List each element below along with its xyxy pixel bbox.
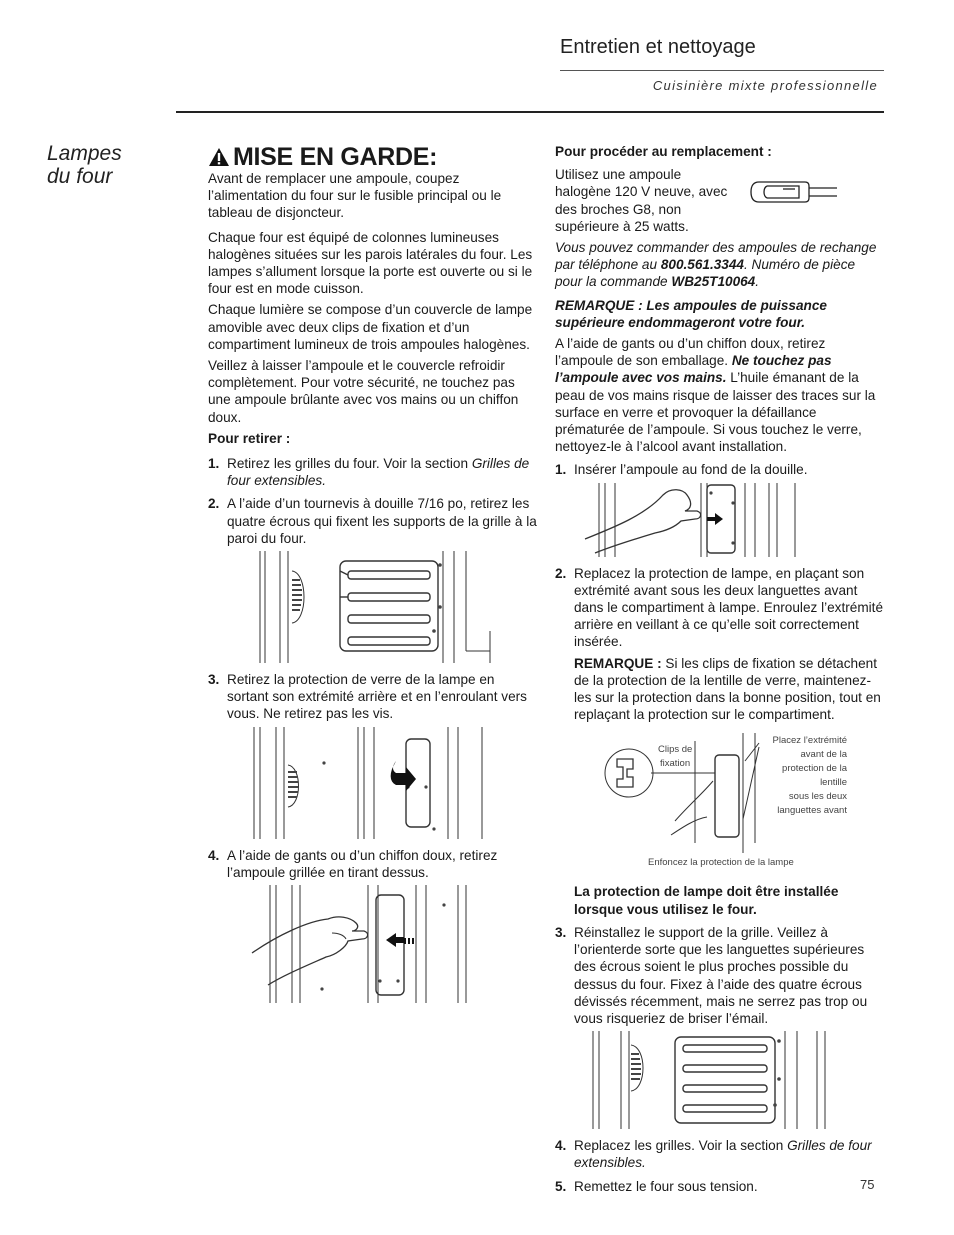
figure-reinstall-rack [555, 1031, 885, 1129]
remove-step-2 [208, 495, 538, 547]
step-text: Réinstallez le support de la grille. Veillez à l’orienterde sorte que les languettes supérieures des écrous soient le plus proches possible du dessus du four. Fixez à l’aide des quatre écrous dévissés récemment, mais ne serrez pas trop ou vous risqueriez de briser l’émail. [574, 924, 868, 1026]
left-column [208, 142, 538, 1011]
section-title [47, 142, 122, 188]
bulb-spec-block [555, 166, 885, 235]
warning-heading [208, 142, 538, 172]
must-install-note: La protection de lampe doit être installée lorsque vous utilisez le four. [574, 884, 839, 917]
step-text: Replacez la protection de lampe, en plaçant son extrémité avant sous les deux languettes avant dans le compartiment à lampe. Enroulez l’extrémité arrière en veillant à ce qu’elle soit correctement insérée. [574, 565, 884, 650]
order-info [555, 239, 885, 291]
gloves-text-1: A l’aide de gants ou d’un chiffon doux, retirez l’ampoule de son emballage. [555, 336, 826, 369]
order-text-2: . Numéro de pièce pour la commande [555, 257, 856, 290]
warning-title: MISE EN GARDE: [233, 143, 438, 171]
remarque-clips [574, 656, 881, 723]
fig-place-label-6: languettes avant [777, 805, 847, 817]
remove-step-4 [208, 847, 538, 881]
figure-lens-removal [208, 727, 538, 839]
remove-steps-cont [208, 671, 538, 723]
fig-clips-label-2: fixation [660, 758, 691, 770]
para-lamp-parts: Chaque lumière se compose d’un couvercle de lampe amovible avec deux clips de fixation et d’un compartiment lumineux de trois ampoules halogènes. [208, 302, 533, 352]
step-number: 2. [555, 565, 567, 581]
step-ref: Grilles de four extensibles. [574, 1138, 872, 1171]
gloves-paragraph [555, 335, 885, 455]
replace-steps [555, 461, 885, 478]
step-text: Remettez le four sous tension. [574, 1178, 758, 1194]
remarque-text: Si les clips de fixation se détachent de la protection de la lentille de verre, maintenez-les sur la protection dans la bonne position, tout en replaçant la protection sur le compartiment. [574, 655, 881, 723]
remove-steps-cont2 [208, 847, 538, 881]
header-title: Entretien et nettoyage [560, 36, 756, 58]
remarque-label: REMARQUE : [574, 655, 662, 671]
order-phone: 800.561.3344 [660, 257, 744, 273]
remarque-power: REMARQUE : Les ampoules de puissance supérieure endommageront votre four. [555, 297, 827, 330]
order-text-1: Vous pouvez commander des ampoules de rechange par téléphone au [555, 240, 877, 273]
top-divider [176, 111, 884, 113]
para-columns: Chaque four est équipé de colonnes lumineuses halogènes situées sur les parois latérales du four. Les lampes s’allument lorsque la porte est ouverte ou si le four est en mode cuisson. [208, 229, 533, 297]
gloves-warning: Ne touchez pas l’ampoule avec vos mains. [555, 353, 832, 386]
step-text: Replacez les grilles. Voir la section [574, 1138, 788, 1154]
warning-triangle-icon [208, 147, 230, 167]
replace-step-4 [555, 1137, 885, 1171]
order-text-3: . [755, 274, 760, 290]
step-number: 4. [555, 1138, 567, 1154]
bulb-spec-text: Utilisez une ampoule halogène 120 V neuve, avec des broches G8, non supérieure à 25 watts. [555, 167, 728, 234]
replace-steps-cont3 [555, 1137, 885, 1195]
step-number: 1. [555, 462, 567, 478]
figure-rack-support [208, 551, 538, 663]
fig-place-label-4: lentille [820, 777, 847, 789]
replace-step-3 [555, 924, 885, 1027]
step-text: A l’aide d’un tournevis à douille 7/16 po, retirez les quatre écrous qui fixent les supports de la grille à la paroi du four. [227, 496, 537, 546]
replace-steps-cont [555, 565, 885, 724]
para-cool-down: Veillez à laisser l’ampoule et le couvercle refroidir complètement. Pour votre sécurité, ne touchez pas une ampoule brûlante avec vos mains ou un chiffon doux. [208, 358, 519, 425]
order-part-number: WB25T10064 [671, 274, 756, 290]
step-number: 3. [208, 672, 220, 688]
remove-step-1 [208, 455, 538, 489]
step-ref: Grilles de four extensibles. [227, 456, 530, 489]
remove-steps [208, 455, 538, 547]
step-number: 4. [208, 847, 220, 863]
step-text: Retirez la protection de verre de la lampe en sortant son extrémité arrière et en l’enroulant vers vous. Ne retirez pas les vis. [227, 672, 527, 722]
halogen-bulb-icon [745, 170, 845, 210]
remove-step-3 [208, 671, 538, 723]
fig-place-label-3: protection de la [782, 763, 847, 775]
fig-place-label-5: sous les deux [788, 791, 847, 803]
fig-push-label: Enfoncez la protection de la lampe [648, 857, 794, 869]
step-text: Retirez les grilles du four. Voir la section [227, 456, 472, 472]
step-number: 2. [208, 496, 220, 512]
gloves-text-2: L’huile émanant de la peau de vos mains risque de laisser des traces sur la surface en verre et provoquer la défaillance prématurée de l’ampoule. Si vous touchez le verre, nettoyez-le à l’alcool avant installation. [555, 370, 876, 455]
figure-insert-bulb [555, 483, 885, 557]
section-title-line2: du four [47, 165, 113, 188]
fig-clips-label-1: Clips de [658, 744, 693, 756]
replace-step-5 [555, 1178, 885, 1195]
replace-step-1 [555, 461, 885, 478]
figure-lens-clips [555, 733, 885, 875]
step-number: 1. [208, 456, 220, 472]
step-number: 5. [555, 1178, 567, 1194]
replace-step-2 [555, 565, 885, 724]
page-number: 75 [860, 1177, 875, 1192]
section-title-line1: Lampes [47, 142, 122, 165]
header-subtitle: Cuisinière mixte professionnelle [652, 78, 878, 93]
remove-heading: Pour retirer : [208, 430, 291, 446]
fig-place-label-2: avant de la [800, 749, 847, 761]
fig-place-label-1: Placez l’extrémité [772, 735, 847, 747]
right-column [555, 143, 885, 1201]
header-rule [560, 70, 884, 71]
replace-steps-cont2 [555, 924, 885, 1027]
warning-intro: Avant de remplacer une ampoule, coupez l’alimentation du four sur le fusible principal ou le tableau de disjoncteur. [208, 171, 502, 221]
step-text: Insérer l’ampoule au fond de la douille. [574, 462, 808, 478]
figure-pull-bulb [208, 885, 538, 1003]
replace-heading: Pour procéder au remplacement : [555, 144, 772, 159]
step-number: 3. [555, 924, 567, 940]
step-text: A l’aide de gants ou d’un chiffon doux, retirez l’ampoule grillée en tirant dessus. [227, 847, 498, 880]
